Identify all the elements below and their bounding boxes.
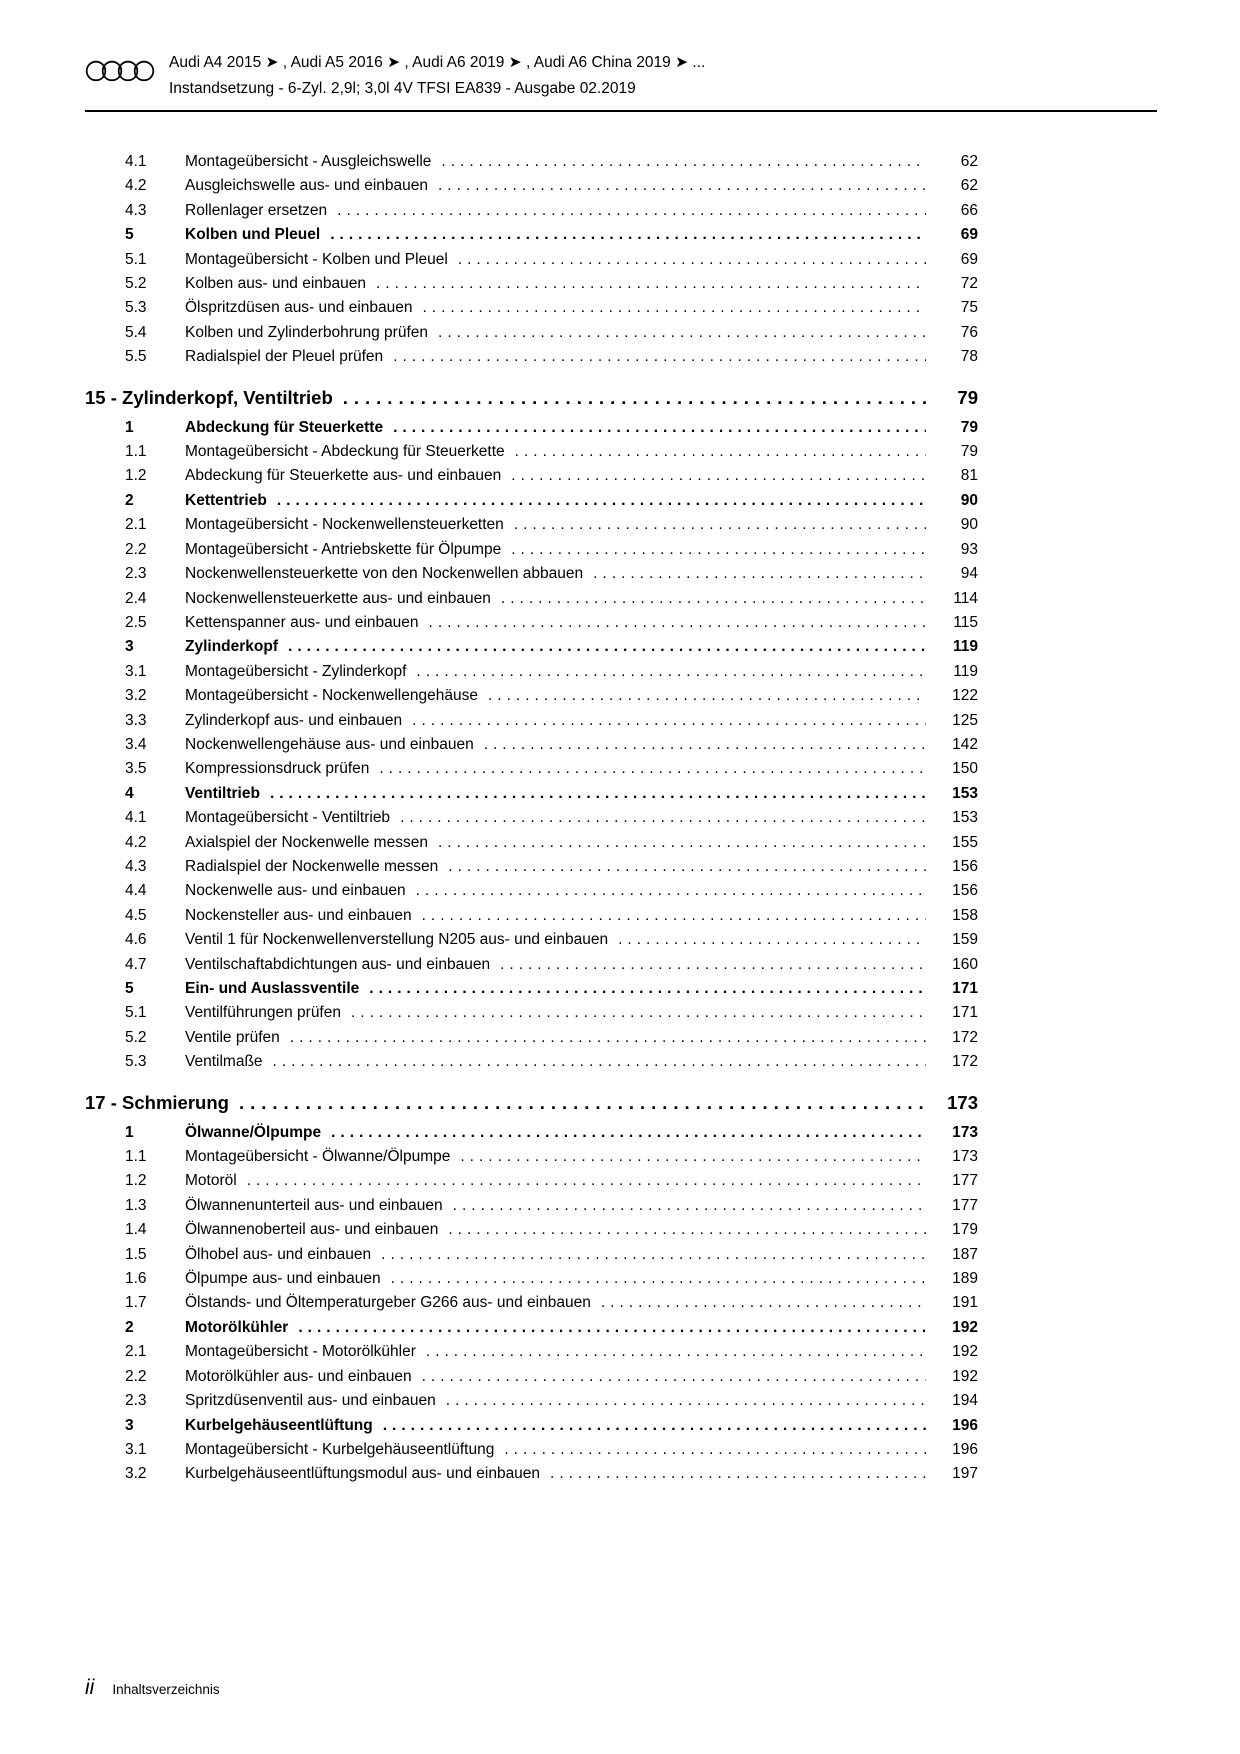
- entry-title: Ölwanne/Ölpumpe: [185, 1123, 322, 1141]
- entry-page-number: 196: [952, 1440, 978, 1458]
- entry-title: Ölwannenoberteil aus- und einbauen: [185, 1221, 439, 1239]
- toc-entry-row: [85, 1121, 978, 1145]
- entry-title: Montageübersicht - Nockenwellengehäuse: [185, 687, 478, 705]
- entry-number: 4.2: [125, 833, 147, 851]
- entry-title: Abdeckung für Steuerkette aus- und einbauen: [185, 467, 502, 485]
- dot-leader: [429, 611, 926, 635]
- toc-entry-row: [85, 1340, 978, 1364]
- entry-number: 4.4: [125, 882, 147, 900]
- entry-number: 2: [125, 1318, 134, 1336]
- entry-page-number: 78: [960, 348, 978, 366]
- entry-page-number: 142: [952, 735, 978, 753]
- toc-entry-row: [85, 1462, 978, 1486]
- entry-title: Montageübersicht - Abdeckung für Steuerkette: [185, 443, 505, 461]
- entry-number: 3: [125, 1416, 134, 1434]
- toc-entry-row: [85, 831, 978, 855]
- entry-title: 15 - Zylinderkopf, Ventiltrieb: [85, 386, 333, 408]
- entry-number: 2.3: [125, 565, 147, 583]
- entry-page-number: 62: [960, 153, 978, 170]
- dot-leader: [422, 904, 926, 928]
- toc-entry-row: [85, 150, 978, 174]
- toc-entry-row: [85, 757, 978, 781]
- entry-title: Kompressionsdruck prüfen: [185, 760, 370, 778]
- toc-entry-row: [85, 904, 978, 928]
- dot-leader: [593, 562, 926, 586]
- dot-leader: [500, 953, 926, 977]
- dot-leader: [515, 440, 926, 464]
- entry-title: Motoröl: [185, 1172, 237, 1190]
- entry-page-number: 172: [952, 1028, 978, 1046]
- entry-title: Spritzdüsenventil aus- und einbauen: [185, 1392, 436, 1410]
- entry-page-number: 177: [952, 1172, 978, 1190]
- entry-page-number: 62: [960, 177, 978, 195]
- entry-number: 3.1: [125, 662, 147, 680]
- dot-leader: [618, 928, 926, 952]
- header-subtitle-line: Instandsetzung - 6-Zyl. 2,9l; 3,0l 4V TFSI EA839 - Ausgabe 02.2019: [169, 80, 636, 97]
- entry-title: Nockensteller aus- und einbauen: [185, 906, 412, 924]
- toc-entry-row: [85, 855, 978, 879]
- entry-number: 4.6: [125, 931, 147, 949]
- dot-leader: [488, 684, 926, 708]
- dot-leader: [438, 174, 926, 198]
- toc-entry-row: [85, 684, 978, 708]
- entry-page-number: 192: [952, 1318, 978, 1336]
- entry-page-number: 90: [960, 491, 978, 509]
- dot-leader: [379, 757, 926, 781]
- entry-number: 2.2: [125, 1367, 147, 1385]
- toc-entry-row: [85, 587, 978, 611]
- dot-leader: [422, 1365, 926, 1389]
- dot-leader: [448, 1218, 926, 1242]
- entry-page-number: 179: [952, 1221, 978, 1239]
- dot-leader: [426, 1340, 926, 1364]
- dot-leader: [270, 782, 926, 806]
- entry-page-number: 172: [952, 1053, 978, 1071]
- dot-leader: [369, 977, 926, 1001]
- dot-leader: [453, 1194, 926, 1218]
- entry-number: 2.1: [125, 516, 147, 534]
- entry-page-number: 173: [952, 1148, 978, 1166]
- toc-entry-row: [85, 1316, 978, 1340]
- entry-page-number: 194: [952, 1392, 978, 1410]
- entry-page-number: 122: [952, 687, 978, 705]
- dot-leader: [511, 464, 926, 488]
- entry-title: Ventilschaftabdichtungen aus- und einbauen: [185, 955, 491, 973]
- toc-entry-row: [85, 174, 978, 198]
- entry-page-number: 119: [953, 662, 978, 680]
- dot-leader: [446, 1389, 926, 1413]
- entry-number: 1.4: [125, 1221, 147, 1239]
- dot-leader: [441, 150, 926, 174]
- dot-leader: [288, 635, 926, 659]
- dot-leader: [331, 1121, 926, 1145]
- entry-number: 1.3: [125, 1196, 147, 1214]
- entry-title: Kolben und Zylinderbohrung prüfen: [185, 323, 429, 341]
- entry-title: Ventilmaße: [185, 1053, 263, 1071]
- dot-leader: [448, 855, 926, 879]
- entry-page-number: 155: [952, 833, 978, 851]
- toc-entry-row: [85, 733, 978, 757]
- entry-page-number: 196: [952, 1416, 978, 1434]
- toc-entry-row: [85, 953, 978, 977]
- entry-page-number: 114: [953, 589, 978, 607]
- entry-page-number: 76: [960, 323, 978, 341]
- toc-entry-row: [85, 611, 978, 635]
- entry-number: 5.4: [125, 323, 147, 341]
- toc-entry-row: [85, 977, 978, 1001]
- entry-title: Ventile prüfen: [185, 1028, 280, 1046]
- entry-title: Ventilführungen prüfen: [185, 1004, 341, 1022]
- entry-title: 17 - Schmierung: [85, 1091, 229, 1113]
- entry-number: 3: [125, 638, 134, 656]
- dot-leader: [514, 513, 926, 537]
- entry-page-number: 69: [960, 250, 978, 268]
- toc-chapter-row: [85, 383, 978, 413]
- entry-title: Zylinderkopf aus- und einbauen: [185, 711, 403, 729]
- entry-number: 4.1: [125, 809, 147, 827]
- entry-title: Nockenwellensteuerkette aus- und einbauen: [185, 589, 491, 607]
- toc-entry-row: [85, 782, 978, 806]
- dot-leader: [330, 223, 926, 247]
- dot-leader: [422, 296, 926, 320]
- entry-title: Kettenspanner aus- und einbauen: [185, 613, 419, 631]
- entry-title: Radialspiel der Nockenwelle messen: [185, 857, 439, 875]
- entry-title: Ölspritzdüsen aus- und einbauen: [185, 299, 413, 317]
- entry-title: Ölstands- und Öltemperaturgeber G266 aus- und einbauen: [185, 1294, 591, 1312]
- entry-page-number: 189: [952, 1270, 978, 1288]
- entry-number: 5.3: [125, 299, 147, 317]
- dot-leader: [337, 199, 926, 223]
- footer-label: Inhaltsverzeichnis: [112, 1682, 220, 1697]
- entry-number: 2: [125, 491, 134, 509]
- entry-number: 3.4: [125, 735, 147, 753]
- toc-entry-row: [85, 709, 978, 733]
- dot-leader: [438, 831, 926, 855]
- dot-leader: [376, 272, 926, 296]
- header-rule: [85, 110, 1157, 112]
- entry-number: 3.3: [125, 711, 147, 729]
- entry-page-number: 125: [952, 711, 978, 729]
- entry-title: Montageübersicht - Zylinderkopf: [185, 662, 407, 680]
- toc-entry-row: [85, 440, 978, 464]
- entry-title: Montageübersicht - Kolben und Pleuel: [185, 250, 448, 268]
- audi-rings-logo: [85, 57, 155, 85]
- entry-title: Ein- und Auslassventile: [185, 980, 360, 997]
- entry-page-number: 79: [957, 386, 978, 408]
- entry-title: Montageübersicht - Ventiltrieb: [185, 809, 391, 827]
- toc-entry-row: [85, 489, 978, 513]
- entry-number: 5: [125, 980, 134, 997]
- dot-leader: [298, 1316, 926, 1340]
- dot-leader: [351, 1001, 926, 1025]
- entry-title: Montageübersicht - Kurbelgehäuseentlüftung: [185, 1440, 495, 1458]
- toc-entry-row: [85, 1365, 978, 1389]
- entry-number: 5.3: [125, 1053, 147, 1071]
- dot-leader: [504, 1438, 926, 1462]
- dot-leader: [550, 1462, 926, 1486]
- entry-page-number: 94: [960, 565, 978, 583]
- entry-page-number: 192: [952, 1367, 978, 1385]
- toc-entry-row: [85, 199, 978, 223]
- dot-leader: [484, 733, 926, 757]
- toc-entry-row: [85, 1194, 978, 1218]
- toc-entry-row: [85, 928, 978, 952]
- entry-number: 4.3: [125, 201, 147, 219]
- entry-title: Ölwannenunterteil aus- und einbauen: [185, 1196, 443, 1214]
- dot-leader: [273, 1050, 926, 1074]
- entry-number: 1.1: [125, 1148, 147, 1166]
- toc-entry-row: [85, 416, 978, 440]
- entry-page-number: 158: [952, 906, 978, 924]
- toc-entry-row: [85, 1169, 978, 1193]
- entry-page-number: 159: [952, 931, 978, 949]
- entry-title: Ausgleichswelle aus- und einbauen: [185, 177, 428, 195]
- entry-title: Radialspiel der Pleuel prüfen: [185, 348, 384, 366]
- dot-leader: [393, 416, 926, 440]
- entry-title: Montageübersicht - Nockenwellensteuerketten: [185, 516, 504, 534]
- entry-title: Ventil 1 für Nockenwellenverstellung N205 aus- und einbauen: [185, 931, 609, 949]
- entry-number: 4.7: [125, 955, 147, 973]
- entry-page-number: 75: [960, 299, 978, 317]
- entry-page-number: 197: [952, 1465, 978, 1483]
- dot-leader: [247, 1169, 926, 1193]
- toc-entry-row: [85, 1267, 978, 1291]
- dot-leader: [511, 538, 926, 562]
- dot-leader: [601, 1291, 926, 1315]
- toc-entry-row: [85, 248, 978, 272]
- table-of-contents: [85, 150, 978, 1487]
- toc-entry-row: [85, 1001, 978, 1025]
- entry-page-number: 115: [953, 613, 978, 631]
- entry-page-number: 119: [952, 638, 978, 656]
- entry-page-number: 72: [960, 275, 978, 293]
- entry-page-number: 177: [952, 1196, 978, 1214]
- entry-title: Ölhobel aus- und einbauen: [185, 1245, 372, 1263]
- entry-page-number: 156: [952, 882, 978, 900]
- entry-number: 1.1: [125, 443, 147, 461]
- entry-title: Abdeckung für Steuerkette: [185, 418, 384, 436]
- entry-page-number: 79: [960, 418, 978, 436]
- header-models-line: Audi A4 2015 ➤ , Audi A5 2016 ➤ , Audi A6 2019 ➤ , Audi A6 China 2019 ➤ ...: [169, 54, 706, 71]
- entry-title: Ventiltrieb: [185, 784, 260, 802]
- dot-leader: [383, 1414, 926, 1438]
- entry-title: Montageübersicht - Ausgleichswelle: [185, 153, 432, 170]
- entry-title: Kolben aus- und einbauen: [185, 275, 366, 293]
- entry-title: Axialspiel der Nockenwelle messen: [185, 833, 428, 851]
- dot-leader: [381, 1243, 926, 1267]
- toc-entry-row: [85, 1218, 978, 1242]
- toc-entry-row: [85, 1050, 978, 1074]
- dot-leader: [239, 1088, 926, 1118]
- entry-number: 1.7: [125, 1294, 147, 1312]
- toc-entry-row: [85, 321, 978, 345]
- entry-title: Rollenlager ersetzen: [185, 201, 328, 219]
- entry-number: 3.5: [125, 760, 147, 778]
- entry-title: Nockenwelle aus- und einbauen: [185, 882, 406, 900]
- toc-entry-row: [85, 272, 978, 296]
- toc-entry-row: [85, 223, 978, 247]
- dot-leader: [460, 1145, 926, 1169]
- entry-number: 1.2: [125, 1172, 147, 1190]
- entry-number: 1: [125, 418, 134, 436]
- toc-entry-row: [85, 635, 978, 659]
- entry-number: 4.1: [125, 153, 147, 170]
- entry-number: 1.2: [125, 467, 147, 485]
- entry-number: 5.1: [125, 250, 147, 268]
- toc-entry-row: [85, 879, 978, 903]
- dot-leader: [458, 248, 926, 272]
- entry-title: Kurbelgehäuseentlüftung: [185, 1416, 373, 1434]
- entry-page-number: 156: [952, 857, 978, 875]
- toc-entry-row: [85, 1438, 978, 1462]
- entry-title: Nockenwellensteuerkette von den Nockenwellen abbauen: [185, 565, 584, 583]
- entry-title: Kurbelgehäuseentlüftungsmodul aus- und einbauen: [185, 1465, 541, 1483]
- entry-number: 1.5: [125, 1245, 147, 1263]
- entry-page-number: 171: [952, 1004, 978, 1022]
- dot-leader: [501, 587, 926, 611]
- entry-number: 4.2: [125, 177, 147, 195]
- dot-leader: [343, 383, 926, 413]
- entry-page-number: 191: [952, 1294, 978, 1312]
- entry-number: 2.3: [125, 1392, 147, 1410]
- folio-page-number: ii: [85, 1676, 95, 1699]
- entry-title: Montageübersicht - Ölwanne/Ölpumpe: [185, 1148, 451, 1166]
- entry-page-number: 93: [960, 540, 978, 558]
- entry-number: 3.2: [125, 1465, 147, 1483]
- toc-entry-row: [85, 1026, 978, 1050]
- entry-title: Montageübersicht - Motorölkühler: [185, 1343, 416, 1361]
- toc-entry-row: [85, 538, 978, 562]
- entry-title: Nockenwellengehäuse aus- und einbauen: [185, 735, 474, 753]
- toc-entry-row: [85, 806, 978, 830]
- dot-leader: [438, 321, 926, 345]
- toc-entry-row: [85, 1145, 978, 1169]
- entry-number: 1: [125, 1123, 134, 1141]
- entry-page-number: 171: [952, 980, 978, 997]
- entry-title: Motorölkühler: [185, 1318, 289, 1336]
- entry-number: 2.4: [125, 589, 147, 607]
- entry-page-number: 90: [960, 516, 978, 534]
- entry-page-number: 153: [952, 784, 978, 802]
- toc-entry-row: [85, 513, 978, 537]
- entry-number: 3.2: [125, 687, 147, 705]
- entry-number: 5.5: [125, 348, 147, 366]
- entry-number: 2.1: [125, 1343, 147, 1361]
- dot-leader: [391, 1267, 926, 1291]
- toc-entry-row: [85, 660, 978, 684]
- toc-entry-row: [85, 1243, 978, 1267]
- dot-leader: [400, 806, 926, 830]
- footer: [85, 1676, 220, 1700]
- entry-page-number: 173: [947, 1091, 978, 1113]
- entry-page-number: 66: [960, 201, 978, 219]
- entry-page-number: 187: [952, 1245, 978, 1263]
- entry-number: 5.2: [125, 1028, 147, 1046]
- entry-title: Kolben und Pleuel: [185, 226, 321, 244]
- header: [85, 50, 705, 102]
- entry-page-number: 173: [952, 1123, 978, 1141]
- entry-number: 2.2: [125, 540, 147, 558]
- entry-title: Kettentrieb: [185, 491, 267, 509]
- dot-leader: [412, 709, 926, 733]
- dot-leader: [416, 879, 926, 903]
- dot-leader: [290, 1026, 926, 1050]
- dot-leader: [393, 345, 926, 369]
- entry-number: 4: [125, 784, 134, 802]
- toc-entry-row: [85, 1414, 978, 1438]
- toc-entry-row: [85, 1389, 978, 1413]
- entry-number: 5.2: [125, 275, 147, 293]
- entry-page-number: 153: [952, 809, 978, 827]
- entry-number: 4.5: [125, 906, 147, 924]
- dot-leader: [416, 660, 926, 684]
- toc-entry-row: [85, 562, 978, 586]
- entry-page-number: 192: [952, 1343, 978, 1361]
- entry-page-number: 69: [960, 226, 978, 244]
- toc-entry-row: [85, 1291, 978, 1315]
- entry-page-number: 160: [952, 955, 978, 973]
- entry-number: 1.6: [125, 1270, 147, 1288]
- entry-title: Motorölkühler aus- und einbauen: [185, 1367, 412, 1385]
- toc-entry-row: [85, 464, 978, 488]
- entry-number: 4.3: [125, 857, 147, 875]
- toc-chapter-row: [85, 1088, 978, 1118]
- entry-number: 3.1: [125, 1440, 147, 1458]
- toc-entry-row: [85, 345, 978, 369]
- entry-number: 5: [125, 226, 134, 244]
- header-text: [169, 50, 705, 102]
- entry-title: Montageübersicht - Antriebskette für Ölpumpe: [185, 540, 502, 558]
- dot-leader: [277, 489, 926, 513]
- entry-number: 5.1: [125, 1004, 147, 1022]
- entry-page-number: 81: [960, 467, 978, 485]
- entry-number: 2.5: [125, 613, 147, 631]
- entry-title: Zylinderkopf: [185, 638, 279, 656]
- entry-page-number: 79: [960, 443, 978, 461]
- entry-title: Ölpumpe aus- und einbauen: [185, 1270, 381, 1288]
- entry-page-number: 150: [952, 760, 978, 778]
- toc-entry-row: [85, 296, 978, 320]
